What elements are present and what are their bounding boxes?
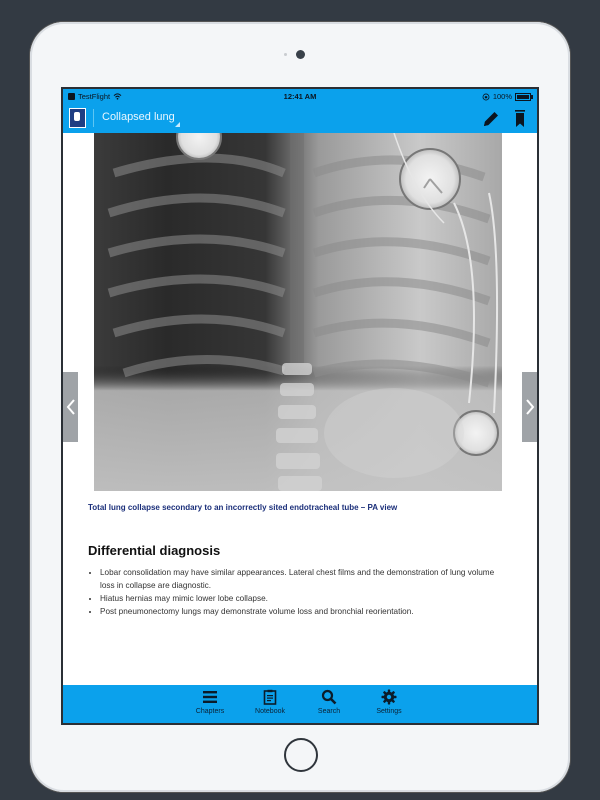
list-item: • Hiatus hernias may mimic lower lobe collapse. — [100, 592, 510, 605]
tab-settings[interactable] — [367, 689, 411, 721]
battery-icon — [515, 93, 531, 101]
tab-notebook[interactable] — [248, 689, 292, 721]
chapter-title-selector[interactable] — [93, 109, 180, 127]
pencil-icon[interactable] — [481, 109, 501, 129]
app-logo[interactable] — [69, 108, 86, 128]
tablet-frame — [30, 22, 570, 792]
tab-search[interactable] — [307, 689, 351, 721]
tab-label: Settings — [376, 708, 402, 715]
dropdown-corner-icon — [175, 122, 180, 127]
battery-percent: 100% — [492, 92, 512, 101]
article-content[interactable] — [63, 133, 537, 685]
chest-xray-image — [94, 133, 502, 491]
list-icon — [202, 689, 218, 705]
tab-label: Notebook — [255, 708, 285, 715]
nav-title: Collapsed lung — [102, 111, 175, 123]
notebook-icon — [262, 689, 278, 705]
bookmark-icon[interactable] — [513, 109, 527, 129]
chevron-right-icon — [525, 398, 535, 416]
tab-label: Chapters — [195, 708, 225, 715]
chevron-left-icon — [66, 398, 76, 416]
orientation-lock-icon — [482, 93, 490, 101]
home-button[interactable] — [284, 738, 318, 772]
differential-list — [88, 566, 510, 618]
tab-chapters[interactable] — [188, 689, 232, 721]
section-title: Differential diagnosis — [88, 543, 221, 558]
next-page-button[interactable] — [522, 372, 537, 442]
list-item: • Post pneumonectomy lungs may demonstrate volume loss and bronchial reorientation. — [100, 605, 510, 618]
status-time: 12:41 AM — [283, 92, 317, 101]
tab-bar — [63, 685, 537, 723]
tab-label: Search — [317, 708, 341, 715]
sensor-dot — [284, 53, 287, 56]
gear-icon — [381, 689, 397, 705]
figure-caption: Total lung collapse secondary to an incorrectly sited endotracheal tube – PA view — [88, 503, 398, 512]
status-bar — [63, 89, 537, 103]
camera-dot — [296, 50, 305, 59]
search-icon — [321, 689, 337, 705]
app-screen — [61, 87, 539, 725]
previous-page-button[interactable] — [63, 372, 78, 442]
navigation-bar — [63, 103, 537, 133]
carrier-label[interactable]: TestFlight — [78, 92, 111, 101]
list-item: • Lobar consolidation may have similar appearances. Lateral chest films and the demonstration of lung volume loss in collapse are diagnostic. — [100, 566, 510, 592]
